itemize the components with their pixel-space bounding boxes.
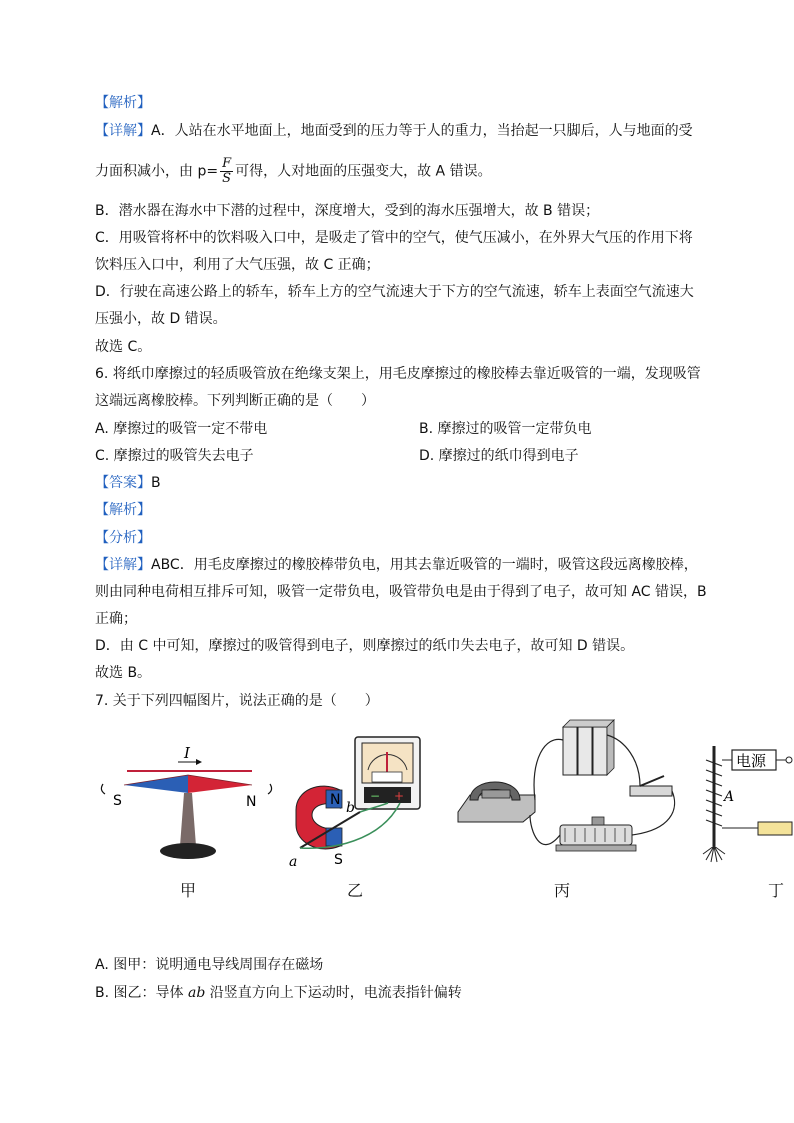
rheostat-slider (592, 817, 604, 825)
label-a: a (289, 854, 298, 870)
label-n: N (246, 794, 257, 810)
q6-stem-2: 这端远离橡胶棒。下列判断正确的是（ ） (95, 393, 375, 409)
detail-text: ABC．用毛皮摩擦过的橡胶棒带负电，用其去靠近吸管的一端时，吸管这段远离橡胶棒， (151, 557, 698, 573)
q6-fenxi-tag: 【分析】 (95, 530, 151, 546)
figure-jia (101, 744, 271, 859)
terminal (786, 757, 792, 763)
switch-lever (640, 776, 664, 786)
figure-yi (289, 737, 420, 870)
option-c-explanation-1: C．用吸管将杯中的饮料吸入口中，是吸走了管中的空气，使气压减小，在外界大气压的作用下将 (95, 230, 693, 246)
rotation-arrow-left (101, 784, 105, 794)
caption-ding: 丁 (768, 881, 785, 900)
battery-cell (758, 822, 792, 835)
q6-stem-1: 6. 将纸巾摩擦过的轻质吸管放在绝缘支架上，用毛皮摩擦过的橡胶棒去靠近吸管的一端，发现吸管 (95, 366, 701, 382)
option-b-suffix: 沿竖直方向上下运动时，电流表指针偏转 (205, 985, 462, 1001)
q6-analysis-tag: 【解析】 (95, 502, 151, 518)
answer-tag: 【答案】 (95, 475, 151, 491)
option-b-explanation: B．潜水器在海水中下潜的过程中，深度增大，受到的海水压强增大，故 B 错误； (95, 203, 600, 219)
iron-filings (703, 846, 725, 862)
q6-choose: 故选 B。 (95, 665, 152, 681)
label-b: b (346, 800, 355, 816)
wire-rheostat-motor (530, 815, 560, 845)
rotation-arrow-right (268, 784, 272, 794)
caption-yi: 乙 (347, 881, 364, 900)
figure-bing (458, 720, 675, 851)
rheostat (560, 825, 632, 845)
label-s-magnet: S (334, 852, 343, 868)
needle-south (124, 775, 188, 793)
caption-jia: 甲 (180, 881, 197, 900)
current-label: I (184, 744, 190, 762)
detail-tag: 【详解】 (95, 557, 151, 573)
q7-stem: 7. 关于下列四幅图片，说法正确的是（ ） (95, 693, 379, 709)
label-s: S (113, 793, 122, 809)
compass-stand (180, 793, 196, 846)
analysis-tag: 【解析】 (95, 95, 151, 111)
choose-answer: 故选 C。 (95, 339, 152, 355)
wire-motor-battery (534, 739, 563, 800)
needle-north (188, 775, 252, 793)
current-arrowhead (196, 759, 202, 765)
option-d-explanation-1: D．行驶在高速公路上的轿车，轿车上方的空气流速大于下方的空气流速，轿车上表面空气流速大 (95, 284, 694, 300)
detail-tag: 【详解】 (95, 123, 151, 139)
battery-1 (563, 727, 577, 775)
option-c-explanation-2: 饮料压入口中，利用了大气压强，故 C 正确； (95, 257, 380, 273)
option-d-explanation-2: 压强小，故 D 错误。 (95, 311, 227, 327)
answer-value: B (151, 475, 161, 491)
q6-detail-4: D．由 C 中可知，摩擦过的吸管得到电子，则摩擦过的纸巾失去电子，故可知 D 错误。 (95, 638, 635, 654)
wire-switch-rheostat (632, 791, 675, 835)
q6-option-d: D. 摩擦过的纸巾得到电子 (419, 448, 579, 464)
q6-detail-2: 则由同种电荷相互排斥可知，吸管一定带负电，吸管带负电是由于得到了电子，故可知 AC 错误，B (95, 584, 707, 600)
detail-text: A．人站在水平地面上，地面受到的压力等于人的重力，当抬起一只脚后，人与地面的受 (151, 123, 693, 139)
terminal-plus: + (394, 789, 405, 803)
figure-ding (703, 746, 792, 862)
motor-coil (482, 790, 510, 798)
formula-prefix: 力面积减小，由 p= (95, 163, 219, 180)
battery-2 (578, 727, 592, 775)
fraction-denominator: S (222, 171, 232, 186)
caption-bing: 丙 (554, 881, 571, 900)
terminal-minus: − (370, 789, 381, 803)
q6-detail-3: 正确； (95, 611, 137, 627)
option-b-italic: ab (187, 985, 206, 1001)
battery-3 (593, 727, 607, 775)
option-b-prefix: B. 图乙：导体 (95, 985, 188, 1001)
q6-option-b: B. 摩擦过的吸管一定带负电 (419, 421, 592, 437)
power-source-label: 电源 (736, 752, 767, 770)
q7-option-b (95, 983, 462, 1003)
q7-option-a: A. 图甲：说明通电导线周围存在磁场 (95, 957, 324, 973)
formula-suffix: 可得，人对地面的压强变大，故 A 错误。 (235, 163, 492, 180)
coil-label-a: A (724, 789, 735, 805)
compass-base (160, 843, 216, 859)
switch (630, 786, 672, 796)
q6-option-a: A. 摩擦过的吸管一定不带电 (95, 421, 268, 437)
q6-option-c: C. 摩擦过的吸管失去电子 (95, 448, 254, 464)
fraction-numerator: F (222, 156, 232, 171)
label-n-magnet: N (330, 792, 341, 808)
